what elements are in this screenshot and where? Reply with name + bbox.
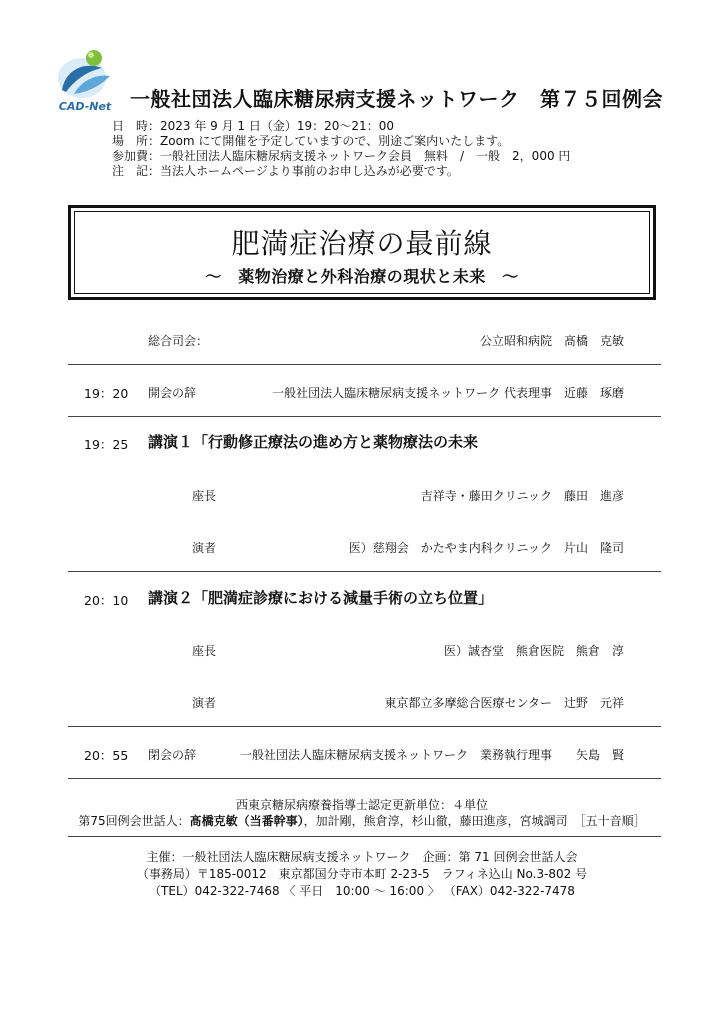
lecture1-title: 講演１「行動修正療法の進め方と薬物療法の未来 [148,433,479,451]
organizers-rest: ，加計剛，熊倉淳，杉山徹，藤田進彦，宮城調司 ［五十音順］ [303,814,646,828]
divider [68,571,661,572]
footer-divider [68,836,661,837]
lecture1-chair-label: 座長 [192,489,217,503]
lecture2-chair-label: 座長 [192,644,217,658]
info-place: 場 所：Zoom にて開催を予定していますので、別途ご案内いたします。 [112,134,510,148]
footer-address: （事務局）〒185-0012 東京都国分寺市本町 2-23-5 ラフィネ込山 No.3-802 号 [136,867,588,881]
title-banner [68,205,656,300]
banner-title: 肥満症治療の最前線 [231,227,493,260]
leaf-logo-icon [52,46,118,106]
chair-value: 公立昭和病院 髙橋 克敏 [479,334,624,348]
lecture1-speaker-label: 演者 [192,541,217,555]
closing-time: 20：55 [84,748,129,763]
lecture2-speaker-value: 東京都立多摩総合医療センター 辻野 元祥 [384,696,624,710]
opening-value: 一般社団法人臨床糖尿病支援ネットワーク 代表理事 近藤 琢磨 [272,386,624,400]
chair-label: 総合司会： [148,334,209,348]
closing-label: 閉会の辞 [148,748,197,762]
lecture2-chair-value: 医）誠杏堂 熊倉医院 熊倉 淳 [443,644,624,658]
info-date: 日 時：2023 年 9 月 1 日（金）19：20～21：00 [112,119,394,133]
lecture2-time: 20：10 [84,593,129,608]
organizers-line [0,812,724,829]
lecture1-speaker-value: 医）慈翔会 かたやま内科クリニック 片山 隆司 [348,541,624,555]
opening-label: 開会の辞 [148,386,197,400]
page-title: 一般社団法人臨床糖尿病支援ネットワーク 第７５回例会 [130,87,663,111]
divider [68,364,661,365]
info-note: 注 記：当法人ホームページより事前のお申し込みが必要です。 [112,164,459,178]
divider [68,416,661,417]
lecture1-chair-value: 吉祥寺・藤田クリニック 藤田 進彦 [420,489,624,503]
credit-units: 西東京糖尿病療養指導士認定更新単位：４単位 [235,798,488,812]
lecture1-time: 19：25 [84,437,129,452]
closing-value: 一般社団法人臨床糖尿病支援ネットワーク 業務執行理事 矢島 賢 [239,748,624,762]
footer-contact: （TEL）042-322-7468 〈 平日 10:00 ～ 16:00 〉 （FAX）042-322-7478 [149,884,575,898]
lecture2-speaker-label: 演者 [192,696,217,710]
logo-text: CAD-Net [58,100,112,113]
divider [68,726,661,727]
organizers-lead: 髙橋克敏（当番幹事） [189,814,304,828]
divider [68,778,661,779]
banner-subtitle: ～ 薬物治療と外科治療の現状と未来 ～ [205,267,519,286]
footer-host: 主催：一般社団法人臨床糖尿病支援ネットワーク 企画：第 71 回例会世話人会 [146,850,578,864]
opening-time: 19：20 [84,386,129,401]
info-fee: 参加費：一般社団法人臨床糖尿病支援ネットワーク会員 無料 / 一般 2，000 円 [112,149,571,163]
organizers-prefix: 第75回例会世話人： [78,814,190,828]
lecture2-title: 講演２「肥満症診療における減量手術の立ち位置」 [148,589,494,607]
